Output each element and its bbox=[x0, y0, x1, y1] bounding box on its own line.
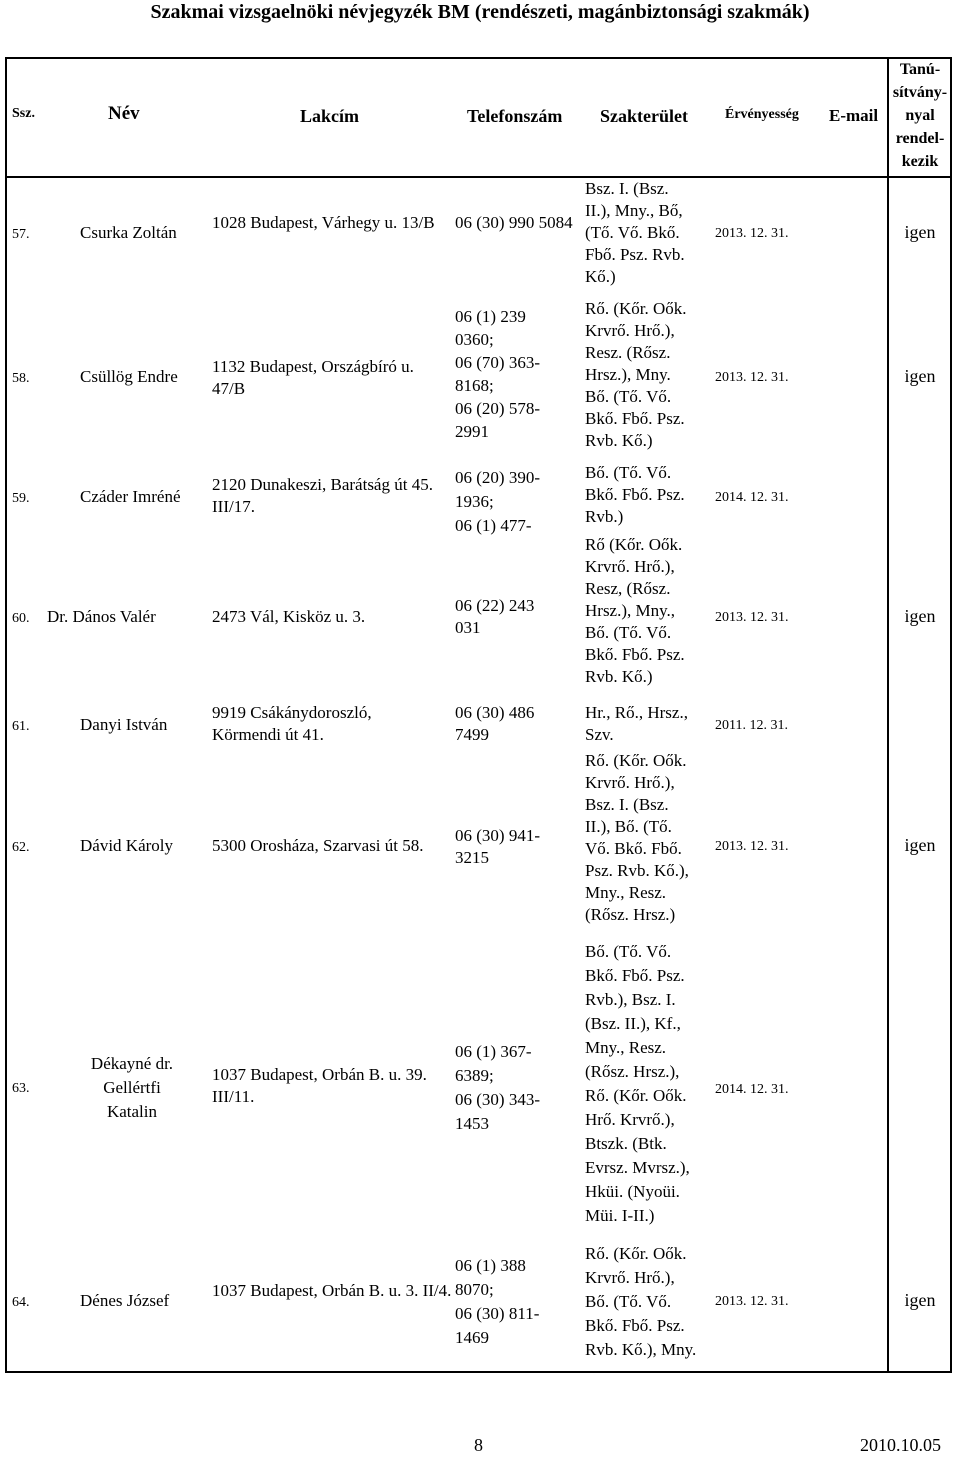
validity-date: 2013. 12. 31. bbox=[715, 226, 789, 241]
header-szakterulet: Szakterület bbox=[600, 106, 688, 126]
row-number: 60. bbox=[12, 611, 30, 626]
phone: 06 (1) 388 8070; 06 (30) 811- 1469 bbox=[455, 1256, 540, 1347]
person-name: Danyi István bbox=[80, 715, 168, 734]
person-name: Csüllög Endre bbox=[80, 367, 178, 386]
service-area: Hr., Rő., Hrsz., Szv. bbox=[585, 703, 688, 744]
service-area: Rő. (Kőr. Oők. Krvrő. Hrő.), Bsz. I. (Bsz. II.), Bő. (Tő. Vő. Bkő. Fbő. Psz. Rvb. Kő.), Mny., Resz. (Rősz. Hrsz.) bbox=[585, 751, 689, 924]
service-area: Bő. (Tő. Vő. Bkő. Fbő. Psz. Rvb.) bbox=[585, 463, 685, 526]
row-number: 62. bbox=[12, 840, 30, 855]
certificate-status: igen bbox=[904, 222, 936, 242]
row-number: 63. bbox=[12, 1081, 30, 1096]
validity-date: 2013. 12. 31. bbox=[715, 1294, 789, 1309]
header-ervenyesseg: Érvényesség bbox=[725, 107, 799, 122]
service-area: Bő. (Tő. Vő. Bkő. Fbő. Psz. Rvb.), Bsz. I. (Bsz. II.), Kf., Mny., Resz. (Rősz. Hrsz.), Rő. (Kőr. Oők. Hrő. Krvrő.), Btszk. (Btk. Evrsz. Mvrsz.), Hküi. (Nyoüi. Müi. I-II.) bbox=[585, 942, 690, 1225]
phone: 06 (30) 990 5084 bbox=[455, 213, 573, 232]
person-name: Dénes József bbox=[80, 1291, 170, 1310]
phone: 06 (22) 243 031 bbox=[455, 596, 535, 637]
address: 1037 Budapest, Orbán B. u. 3. II/4. bbox=[212, 1281, 452, 1300]
validity-date: 2013. 12. 31. bbox=[715, 370, 789, 385]
validity-date: 2014. 12. 31. bbox=[715, 490, 789, 505]
service-area: Bsz. I. (Bsz. II.), Mny., Bő, (Tő. Vő. Bkő. Fbő. Psz. Rvb. Kő.) bbox=[585, 179, 685, 286]
address: 1037 Budapest, Orbán B. u. 39. III/11. bbox=[212, 1065, 427, 1106]
header-email: E-mail bbox=[829, 106, 879, 125]
address: 5300 Orosháza, Szarvasi út 58. bbox=[212, 836, 424, 855]
phone: 06 (20) 390- 1936; 06 (1) 477- bbox=[455, 468, 540, 535]
header-lakcim: Lakcím bbox=[300, 106, 360, 126]
header-telefon: Telefonszám bbox=[467, 106, 563, 126]
address: 1132 Budapest, Országbíró u. 47/B bbox=[212, 357, 414, 398]
footer-date: 2010.10.05 bbox=[860, 1435, 941, 1455]
service-area: Rő (Kőr. Oők. Krvrő. Hrő.), Resz, (Rősz. Hrsz.), Mny., Bő. (Tő. Vő. Bkő. Fbő. Psz. Rvb. Kő.) bbox=[585, 535, 685, 686]
certificate-status: igen bbox=[904, 1290, 936, 1310]
phone: 06 (1) 239 0360; 06 (70) 363- 8168; 06 (20) 578- 2991 bbox=[455, 307, 540, 441]
header-nev: Név bbox=[108, 103, 140, 124]
header-tanusitvany: Tanú- sítvány- nyal rendel- kezik bbox=[892, 61, 948, 170]
certificate-status: igen bbox=[904, 606, 936, 626]
validity-date: 2011. 12. 31. bbox=[715, 718, 788, 733]
page-number: 8 bbox=[474, 1435, 483, 1455]
address: 2473 Vál, Kisköz u. 3. bbox=[212, 607, 366, 626]
phone: 06 (30) 486 7499 bbox=[455, 703, 535, 744]
person-name: Dékayné dr. Gellértfi Katalin bbox=[90, 1054, 174, 1121]
address: 1028 Budapest, Várhegy u. 13/B bbox=[212, 213, 435, 232]
column-divider bbox=[887, 57, 889, 1373]
service-area: Rő. (Kőr. Oők. Krvrő. Hrő.), Bő. (Tő. Vő. Bkő. Fbő. Psz. Rvb. Kő.), Mny. bbox=[585, 1244, 697, 1359]
validity-date: 2013. 12. 31. bbox=[715, 839, 789, 854]
address: 9919 Csákánydoroszló, Körmendi út 41. bbox=[212, 703, 372, 744]
person-name: Dávid Károly bbox=[80, 836, 174, 855]
address: 2120 Dunakeszi, Barátság út 45. III/17. bbox=[212, 475, 433, 516]
row-number: 64. bbox=[12, 1295, 30, 1310]
header-ssz: Ssz. bbox=[12, 106, 35, 121]
person-name: Czáder Imréné bbox=[80, 487, 181, 506]
certificate-status: igen bbox=[904, 366, 936, 386]
person-name: Dr. Dános Valér bbox=[47, 607, 156, 626]
row-number: 59. bbox=[12, 491, 30, 506]
person-name: Csurka Zoltán bbox=[80, 223, 177, 242]
header-divider bbox=[5, 176, 952, 178]
validity-date: 2014. 12. 31. bbox=[715, 1082, 789, 1097]
phone: 06 (1) 367- 6389; 06 (30) 343- 1453 bbox=[455, 1042, 540, 1133]
phone: 06 (30) 941- 3215 bbox=[455, 826, 540, 867]
row-number: 58. bbox=[12, 371, 30, 386]
row-number: 61. bbox=[12, 719, 30, 734]
page-title: Szakmai vizsgaelnöki névjegyzék BM (rendészeti, magánbiztonsági szakmák) bbox=[150, 1, 810, 23]
row-number: 57. bbox=[12, 227, 30, 242]
certificate-status: igen bbox=[904, 835, 936, 855]
service-area: Rő. (Kőr. Oők. Krvrő. Hrő.), Resz. (Rősz. Hrsz.), Mny. Bő. (Tő. Vő. Bkő. Fbő. Psz. Rvb. Kő.) bbox=[585, 299, 687, 450]
validity-date: 2013. 12. 31. bbox=[715, 610, 789, 625]
